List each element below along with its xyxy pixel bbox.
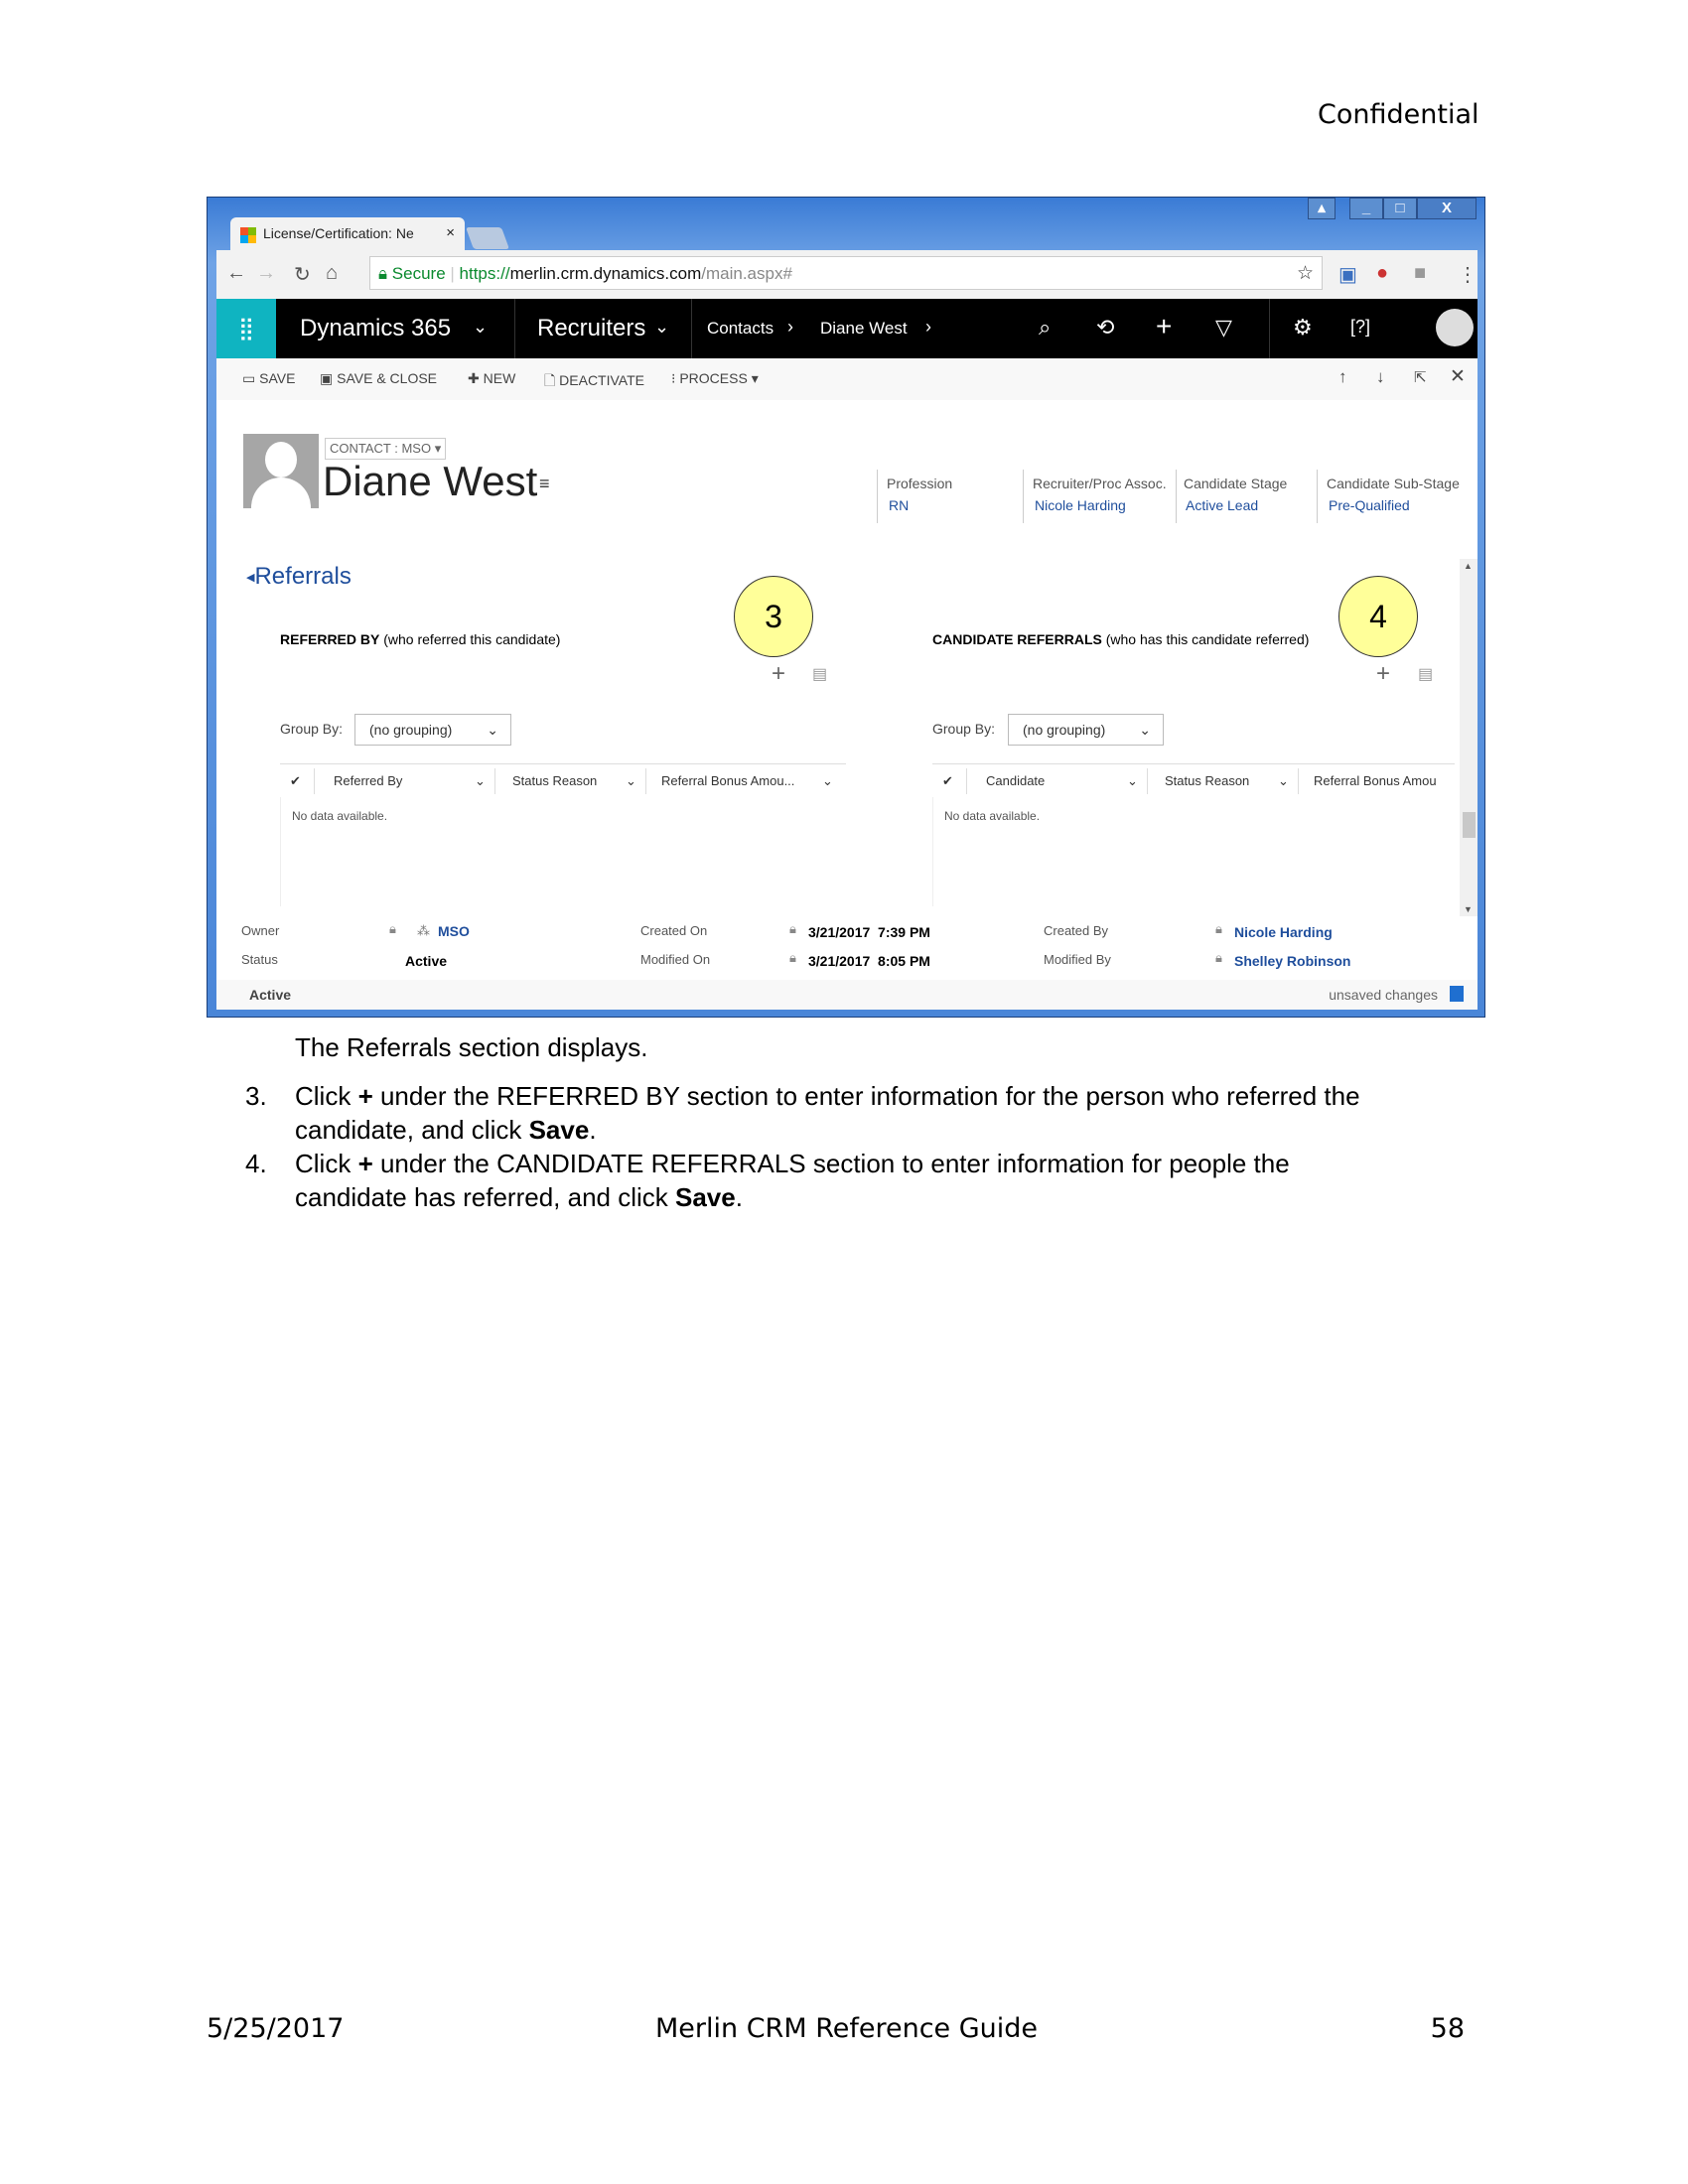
up-arrow-icon[interactable]: ↑ — [1338, 367, 1347, 386]
process-label: PROCESS — [679, 370, 748, 386]
lock-icon: 🔒︎ — [1215, 921, 1222, 936]
field-label: Profession — [887, 476, 953, 491]
field-label: Candidate Stage — [1184, 476, 1288, 491]
column-header[interactable]: Status Reason — [512, 773, 598, 788]
close-window-button[interactable]: X — [1417, 198, 1477, 219]
subgrid-title — [932, 631, 1309, 647]
modified-by-value[interactable]: Shelley Robinson — [1234, 953, 1351, 969]
subgrid-title-rest: (who referred this candidate) — [379, 631, 561, 647]
grid-header: ✔ Candidate ⌄ Status Reason ⌄ Referral Bonus Amou — [932, 763, 1455, 797]
group-by-select[interactable]: (no grouping) ⌄ — [1008, 714, 1164, 746]
group-by-label: Group By: — [280, 721, 344, 737]
select-all-checkbox[interactable]: ✔ — [942, 773, 953, 788]
column-header[interactable]: Status Reason — [1165, 773, 1250, 788]
step-text: Save — [528, 1115, 590, 1145]
footer-date: 5/25/2017 — [207, 2013, 345, 2044]
star-icon[interactable]: ☆ — [1296, 263, 1314, 284]
add-candidate-referral-button[interactable]: + — [1376, 660, 1391, 687]
created-by-label: Created By — [1044, 923, 1109, 938]
team-icon: ⁂ — [417, 923, 430, 938]
tab-close-icon[interactable]: × — [446, 224, 455, 241]
save-close-button[interactable]: ▣ SAVE & CLOSE — [320, 370, 438, 386]
column-header[interactable]: Referral Bonus Amou — [1314, 773, 1437, 788]
owner-value[interactable]: MSO — [438, 923, 470, 939]
form-selector-label: CONTACT : MSO — [330, 441, 432, 456]
step-text: candidate, and click — [295, 1115, 529, 1145]
record-menu-icon[interactable]: ≡ — [539, 474, 550, 493]
minimize-button[interactable]: _ — [1349, 198, 1383, 219]
owner-label: Owner — [241, 923, 280, 938]
back-icon[interactable]: ← — [226, 262, 246, 284]
modified-by-label: Modified By — [1044, 952, 1111, 967]
step-number: 4. — [245, 1149, 267, 1178]
contact-avatar — [243, 434, 319, 508]
subgrid-title-bold: CANDIDATE REFERRALS — [932, 631, 1102, 647]
url-path: /main.aspx# — [701, 264, 792, 283]
scrollbar-thumb[interactable] — [1463, 812, 1476, 838]
down-arrow-icon[interactable]: ↓ — [1376, 367, 1385, 386]
extension-icon[interactable]: ▣ — [1338, 264, 1357, 286]
form-selector[interactable]: CONTACT : MSO ▾ — [325, 438, 446, 460]
secure-label: Secure — [391, 264, 446, 283]
step-text: under the CANDIDATE REFERRALS section to enter information for people the — [372, 1149, 1290, 1178]
step-text: + — [357, 1149, 373, 1178]
subgrid-title-rest: (who has this candidate referred) — [1101, 631, 1310, 647]
address-bar[interactable]: 🔒︎ Secure | https://merlin.crm.dynamics.com/main.aspx# ☆ — [369, 256, 1323, 290]
scrollbar[interactable]: ▲ ▼ — [1460, 559, 1477, 916]
chevron-down-icon[interactable]: ⌄ — [473, 317, 489, 337]
section-title: Referrals — [254, 563, 352, 590]
new-tab-button[interactable] — [466, 227, 509, 249]
column-header[interactable]: Referred By — [334, 773, 403, 788]
new-label: NEW — [483, 370, 516, 386]
modified-on-value: 3/21/2017 8:05 PM — [808, 953, 930, 969]
home-icon[interactable]: ⌂ — [326, 262, 339, 284]
callout-4: 4 — [1338, 576, 1418, 657]
plus-icon[interactable]: + — [1156, 311, 1173, 341]
step-text: under the REFERRED BY section to enter information for the person who referred the — [372, 1081, 1360, 1111]
field-value[interactable]: Pre-Qualified — [1329, 497, 1410, 513]
extension-icon[interactable]: ● — [1376, 262, 1389, 284]
user-icon[interactable]: ▴ — [1308, 198, 1336, 219]
step-number: 3. — [245, 1081, 267, 1111]
status-bar — [216, 980, 1477, 1010]
new-button[interactable]: ✚ NEW — [468, 370, 516, 386]
area-name[interactable]: Recruiters — [537, 315, 646, 341]
browser-window — [207, 197, 1485, 1018]
search-icon[interactable]: ⌕ — [1039, 315, 1052, 340]
popout-icon[interactable]: ⇱ — [1414, 369, 1427, 386]
step-text: Save — [675, 1182, 736, 1212]
unsaved-changes: unsaved changes — [1329, 987, 1438, 1003]
callout-3: 3 — [734, 576, 813, 657]
page-number: 58 — [1430, 2013, 1465, 2044]
add-referred-by-button[interactable]: + — [772, 660, 786, 687]
status-label: Status — [241, 952, 278, 967]
grid-view-icon[interactable]: ▤ — [812, 666, 828, 683]
save-label: SAVE — [259, 370, 296, 386]
browser-toolbar — [216, 250, 1477, 305]
confidential-label: Confidential — [1318, 99, 1479, 130]
created-on-value: 3/21/2017 7:39 PM — [808, 924, 930, 940]
save-icon[interactable] — [1450, 986, 1464, 1002]
microsoft-logo-icon — [240, 227, 256, 243]
modified-on-label: Modified On — [640, 952, 711, 967]
field-value[interactable]: Active Lead — [1186, 497, 1259, 513]
step-text: . — [735, 1182, 743, 1212]
history-icon[interactable]: ⟲ — [1096, 315, 1115, 340]
step-line — [295, 1115, 597, 1146]
grid-view-icon[interactable]: ▤ — [1418, 666, 1434, 683]
status-value: Active — [405, 953, 448, 969]
field-label: Candidate Sub-Stage — [1327, 476, 1460, 491]
forward-icon[interactable]: → — [256, 262, 276, 284]
filter-icon[interactable]: ▽ — [1215, 315, 1232, 340]
step-text: + — [357, 1081, 373, 1111]
empty-message: No data available. — [944, 809, 1041, 823]
field-value[interactable]: Nicole Harding — [1035, 497, 1126, 513]
command-bar — [216, 358, 1477, 400]
grid-header: ✔ Referred By ⌄ Status Reason ⌄ Referral Bonus Amou... ⌄ — [280, 763, 846, 797]
breadcrumb-contacts[interactable]: Contacts — [707, 319, 774, 338]
step-line — [295, 1149, 1290, 1179]
subgrid-title — [280, 631, 560, 647]
intro-text: The Referrals section displays. — [295, 1032, 648, 1062]
record-name: Diane West — [323, 458, 538, 504]
record-state: Active — [249, 987, 292, 1003]
maximize-button[interactable]: □ — [1383, 198, 1417, 219]
app-launcher-icon[interactable]: ⣿ — [216, 299, 276, 358]
step-line — [295, 1182, 743, 1213]
column-header[interactable]: Referral Bonus Amou... — [661, 773, 795, 788]
created-by-value[interactable]: Nicole Harding — [1234, 924, 1333, 940]
field-value[interactable]: RN — [889, 497, 910, 513]
form-content — [216, 400, 1477, 980]
group-by-value: (no grouping) — [1023, 722, 1106, 738]
subgrid-title-bold: REFERRED BY — [280, 631, 380, 647]
deactivate-button[interactable]: 🗋︎ DEACTIVATE — [544, 372, 644, 388]
lock-icon: 🔒︎ — [389, 921, 396, 936]
group-by-select[interactable]: (no grouping) ⌄ — [354, 714, 511, 746]
save-button[interactable]: ▭ SAVE — [242, 370, 296, 386]
field-label: Recruiter/Proc Assoc. — [1033, 476, 1167, 491]
group-by-value: (no grouping) — [369, 722, 453, 738]
chevron-down-icon[interactable]: ⌄ — [654, 317, 670, 337]
chevron-right-icon: › — [787, 317, 793, 337]
close-icon[interactable]: ✕ — [1450, 366, 1466, 387]
settings-icon[interactable]: ⚙ — [1293, 315, 1313, 340]
chevron-right-icon[interactable]: › — [925, 317, 931, 337]
url-scheme: https:// — [459, 264, 510, 283]
empty-message: No data available. — [292, 809, 388, 823]
process-button[interactable]: ⁝ PROCESS ▾ — [671, 370, 759, 386]
extension-icon[interactable]: ■ — [1414, 262, 1427, 284]
url-host: merlin.crm.dynamics.com — [509, 264, 702, 283]
browser-tab[interactable] — [230, 217, 465, 250]
menu-icon[interactable]: ⋮ — [1458, 264, 1477, 286]
step-text: Click — [295, 1081, 358, 1111]
step-text: candidate has referred, and click — [295, 1182, 675, 1212]
step-text: . — [589, 1115, 597, 1145]
lock-icon: 🔒︎ — [789, 921, 796, 936]
group-by-label: Group By: — [932, 721, 996, 737]
avatar[interactable] — [1436, 309, 1474, 346]
help-icon[interactable]: [?] — [1350, 317, 1371, 337]
tab-title: License/Certification: Ne — [263, 225, 414, 241]
section-toggle[interactable]: ◀Referrals — [246, 563, 352, 590]
lock-icon: 🔒︎ — [378, 264, 388, 283]
reload-icon[interactable]: ↻ — [294, 264, 311, 286]
created-on-label: Created On — [640, 923, 708, 938]
footer-title: Merlin CRM Reference Guide — [655, 2013, 1039, 2044]
deactivate-label: DEACTIVATE — [559, 372, 644, 388]
step-text: Click — [295, 1149, 358, 1178]
column-header[interactable]: Candidate — [986, 773, 1046, 788]
step-line — [295, 1081, 1360, 1112]
save-close-label: SAVE & CLOSE — [337, 370, 438, 386]
app-name[interactable]: Dynamics 365 — [300, 315, 452, 341]
breadcrumb-record[interactable]: Diane West — [820, 319, 908, 338]
lock-icon: 🔒︎ — [789, 950, 796, 965]
select-all-checkbox[interactable]: ✔ — [290, 773, 301, 788]
lock-icon: 🔒︎ — [1215, 950, 1222, 965]
dynamics-navbar — [216, 299, 1477, 358]
